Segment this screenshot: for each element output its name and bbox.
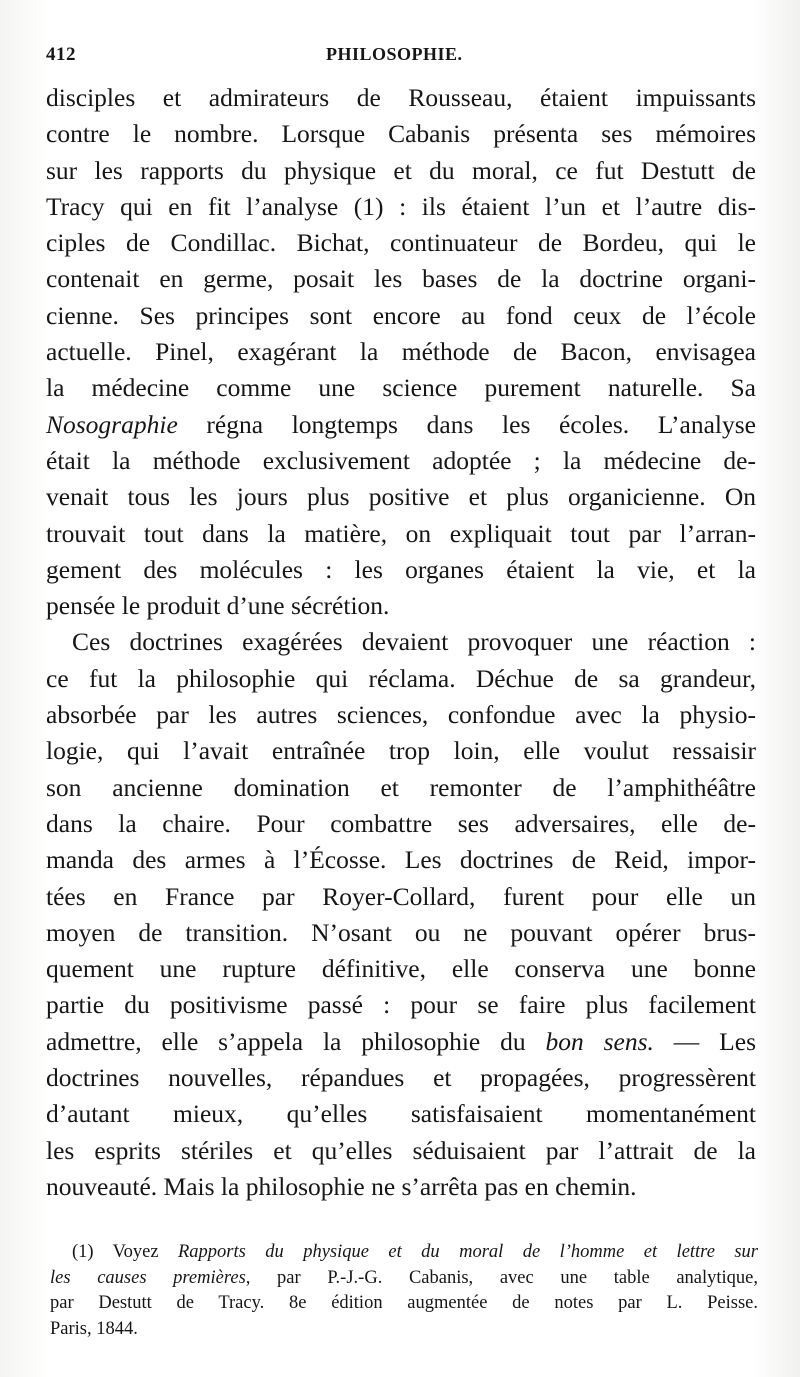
footnote-marker: (1) (72, 1242, 94, 1262)
footnote-line (50, 1266, 758, 1292)
italic-phrase: bon sens. (545, 1026, 654, 1056)
text-line: les esprits stériles et qu’elles séduisaient par l’attrait de la (46, 1135, 756, 1165)
footnote-italic: les causes premières (50, 1267, 246, 1288)
text-line: son ancienne domination et remonter de l’amphithéâtre (46, 772, 756, 802)
text-line: tées en France par Royer-Collard, furent pour elle un (46, 881, 756, 911)
text-line: dans la chaire. Pour combattre ses adversaires, elle de- (46, 808, 756, 838)
text-line: pensée le produit d’une sécrétion. (46, 591, 390, 621)
line-rest: régna longtemps dans les écoles. L’analyse (177, 409, 756, 439)
text-line: disciples et admirateurs de Rousseau, étaient impuissants (46, 83, 756, 112)
footnote-line: par Destutt de Tracy. 8e édition augmentée de notes par L. Peisse. (50, 1293, 758, 1313)
text-line (46, 1024, 756, 1060)
page-header (46, 44, 760, 74)
text-line: Ces doctrines exagérées devaient provoquer une réaction : (72, 627, 756, 657)
text-line: la médecine comme une science purement naturelle. Sa (46, 373, 756, 403)
text-line: actuelle. Pinel, exagérant la méthode de Bacon, envisagea (46, 337, 756, 367)
line-start: admettre, elle s’appela la philosophie du (46, 1026, 546, 1056)
text-line: ciples de Condillac. Bichat, continuateur de Bordeu, qui le (46, 228, 756, 258)
text-line: gement des molécules : les organes étaient la vie, et la (46, 554, 756, 584)
text-line: était la méthode exclusivement adoptée ; la médecine de- (46, 445, 756, 475)
text-line: ce fut la philosophie qui réclama. Déchue de sa grandeur, (46, 663, 756, 693)
text-line: moyen de transition. N’osant ou ne pouvant opérer brus- (46, 917, 756, 947)
footnote-text: , par P.-J.-G. Cabanis, avec une table analytique, (245, 1267, 758, 1288)
text-line: venait tous les jours plus positive et plus organicienne. On (46, 482, 756, 512)
text-line: contenait en germe, posait les bases de la doctrine organi- (46, 264, 756, 294)
text-line: d’autant mieux, qu’elles satisfaisaient momentanément (46, 1099, 756, 1129)
text-line: trouvait tout dans la matière, on expliquait tout par l’arran- (46, 518, 756, 548)
paragraph-2 (46, 624, 756, 1205)
running-head: PHILOSOPHIE. (326, 44, 463, 64)
text-line: partie du positivisme passé : pour se faire plus facilement (46, 990, 756, 1020)
page-number: 412 (46, 44, 76, 65)
footnote (50, 1240, 758, 1342)
footnote-text: Voyez (93, 1242, 178, 1262)
text-line: Tracy qui en fit l’analyse (1) : ils étaient l’un et l’autre dis- (46, 191, 756, 221)
text-line: absorbée par les autres sciences, confondue avec la physio- (46, 700, 756, 730)
text-line: quement une rupture définitive, elle conserva une bonne (46, 954, 756, 984)
text-line: nouveauté. Mais la philosophie ne s’arrêta pas en chemin. (46, 1171, 637, 1201)
paragraph-1 (46, 80, 756, 624)
text-line: sur les rapports du physique et du moral, ce fut Destutt de (46, 155, 756, 185)
footnote-line: Paris, 1844. (50, 1318, 138, 1339)
text-line: contre le nombre. Lorsque Cabanis présenta ses mémoires (46, 119, 756, 149)
italic-title: Nosographie (46, 409, 178, 439)
line-end: — Les (653, 1026, 756, 1056)
text-line (46, 407, 756, 443)
text-line: cienne. Ses principes sont encore au fond ceux de l’école (46, 300, 756, 330)
body-text (46, 80, 756, 1205)
text-line: doctrines nouvelles, répandues et propagées, progressèrent (46, 1063, 756, 1093)
footnote-line (50, 1240, 758, 1266)
text-line: logie, qui l’avait entraînée trop loin, elle voulut ressaisir (46, 736, 756, 766)
text-line: manda des armes à l’Écosse. Les doctrines de Reid, impor- (46, 845, 756, 875)
footnote-italic: Rapports du physique et du moral de l’homme et lettre sur (178, 1242, 758, 1262)
